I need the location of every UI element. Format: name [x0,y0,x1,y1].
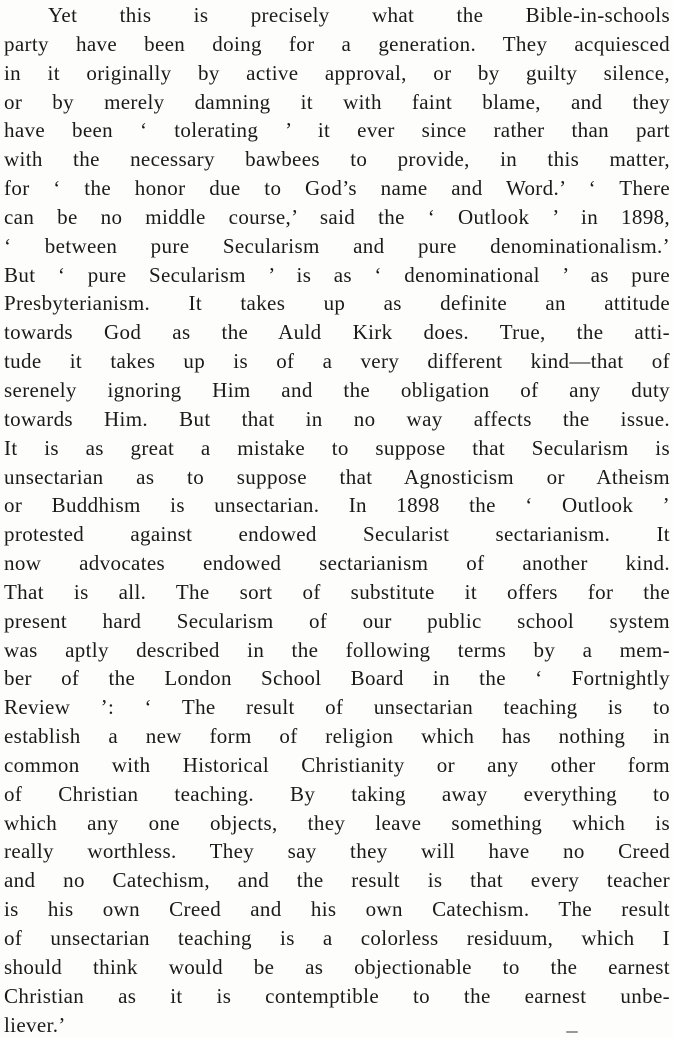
text-line: towards Him. But that in no way affects the issue. [4,406,670,431]
text-line: Review ’: ‘ The result of unsectarian teaching is to [4,695,670,720]
text-line: of unsectarian teaching is a colorless residuum, which I [4,926,670,950]
text-line: Christian as it is contemptible to the earnest unbe- [4,983,670,1008]
text-line: should think would be as objectionable to the earnest [4,954,670,979]
body-text [4,1,670,1039]
text-line: in it originally by active approval, or by guilty silence, [4,60,670,85]
text-line: unsectarian as to suppose that Agnosticism or Atheism [4,464,670,489]
text-line: tude it takes up is of a very different kind—that of [4,349,670,374]
text-line: really worthless. They say they will have no Creed [4,839,670,864]
text-line: party have been doing for a generation. They acquiesced [4,31,670,56]
text-line: present hard Secularism of our public school system [4,608,670,633]
text-line: of Christian teaching. By taking away everything to [4,781,670,806]
text-line: serenely ignoring Him and the obligation of any duty [4,377,670,402]
text-line: have been ‘ tolerating ’ it ever since rather than part [4,118,670,143]
text-line: But ‘ pure Secularism ’ is as ‘ denominational ’ as pure [4,262,670,287]
print-speck [566,1031,578,1033]
text-line: with the necessary bawbees to provide, in this matter, [4,147,670,172]
text-line: now advocates endowed sectarianism of another kind. [4,551,670,576]
text-line: which any one objects, they leave something which is [4,810,670,835]
text-line: Presbyterianism. It takes up as definite an attitude [4,291,670,316]
text-line: was aptly described in the following terms by a mem- [4,637,670,662]
text-line: is his own Creed and his own Catechism. The result [4,897,670,922]
text-line: or Buddhism is unsectarian. In 1898 the ‘ Outlook ’ [4,493,670,518]
text-line: common with Historical Christianity or any other form [4,752,670,777]
text-line: can be no middle course,’ said the ‘ Outlook ’ in 1898, [4,204,670,229]
text-line: ber of the London School Board in the ‘ Fortnightly [4,666,670,691]
text-line: and no Catechism, and the result is that every teacher [4,868,670,893]
text-line: ‘ between pure Secularism and pure denominationalism.’ [4,233,670,258]
text-line: It is as great a mistake to suppose that Secularism is [4,435,670,460]
text-line: establish a new form of religion which has nothing in [4,724,670,749]
text-line: liever.’ [4,1012,66,1037]
text-line: protested against endowed Secularist sectarianism. It [4,522,670,547]
text-line: Yet this is precisely what the Bible-in-schools [48,3,670,27]
text-line: towards God as the Auld Kirk does. True, the atti- [4,320,670,345]
text-line: or by merely damning it with faint blame, and they [4,89,670,114]
text-line: That is all. The sort of substitute it offers for the [4,579,670,604]
text-line: for ‘ the honor due to God’s name and Word.’ ‘ There [4,176,670,201]
